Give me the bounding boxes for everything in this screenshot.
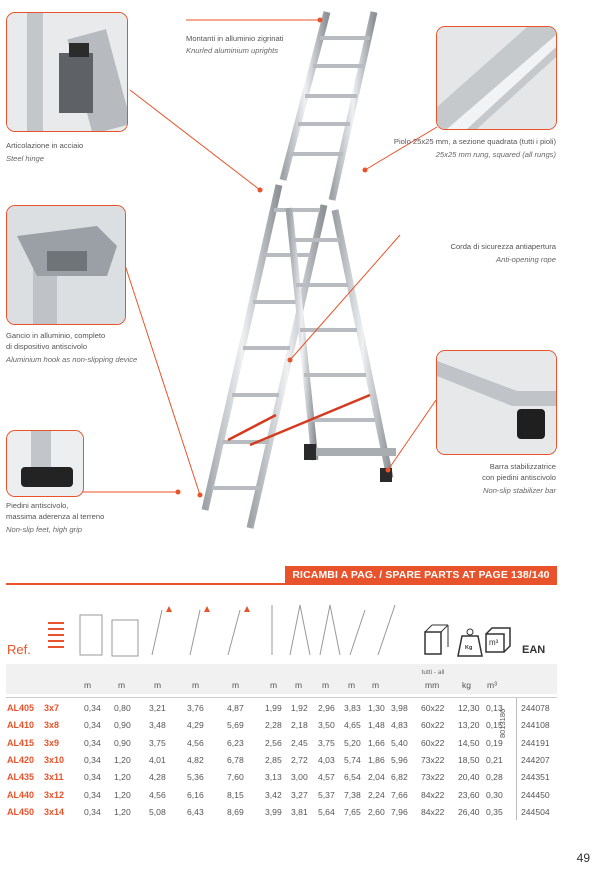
unit-cell: m	[232, 680, 240, 690]
rung-caption-it: Piolo 25x25 mm, a sezione quadrata (tutti i pioli)	[393, 137, 556, 146]
spec-value: 26,40	[458, 806, 480, 817]
spec-value: 18,50	[458, 754, 480, 765]
spec-value: 3,48	[149, 720, 166, 731]
spec-value: 4,82	[187, 754, 204, 765]
spec-value: 2,45	[291, 737, 308, 748]
ean-code: 244191	[521, 737, 550, 748]
stabilizer-caption-it-1: Barra stabilizzatrice	[489, 462, 556, 471]
rope-caption-en: Anti-opening rope	[496, 255, 556, 264]
spec-value: 0,34	[84, 703, 101, 713]
spec-value: 12,30	[458, 703, 480, 713]
feet-caption-it-2: massima aderenza al terreno	[6, 512, 105, 521]
spec-value: 4,57	[318, 772, 335, 783]
rung-configuration: 3x10	[44, 754, 65, 765]
spec-value: 3,50	[318, 720, 335, 731]
spec-value: 3,75	[318, 737, 335, 748]
product-code: AL450	[7, 806, 35, 817]
rung-configuration: 3x7	[44, 703, 60, 713]
feet-caption-it-1: Piedini antiscivolo,	[6, 501, 69, 510]
unit-cell: m³	[487, 680, 497, 690]
spec-value: 1,20	[114, 806, 131, 817]
spec-value: 0,34	[84, 737, 101, 748]
spec-value: 0,15	[486, 720, 503, 731]
spec-value: 0,30	[486, 789, 503, 800]
spec-value: 6,23	[227, 737, 244, 748]
hinge-caption-it: Articolazione in acciaio	[6, 141, 84, 150]
spec-value: 60x22	[421, 737, 445, 748]
product-code: AL435	[7, 772, 35, 783]
spec-value: 0,34	[84, 806, 101, 817]
spec-value: 13,20	[458, 720, 480, 731]
spec-value: 2,96	[318, 703, 335, 713]
spec-value: 1,86	[368, 754, 385, 765]
ean-code: 244207	[521, 754, 550, 765]
hinge-detail-image	[6, 12, 128, 132]
spec-value: 20,40	[458, 772, 480, 783]
spec-value: 3,83	[344, 703, 361, 713]
spec-value: 4,03	[318, 754, 335, 765]
product-code: AL405	[7, 703, 35, 713]
ladder-upper-section	[283, 12, 374, 200]
unit-cell: m	[192, 680, 200, 690]
spec-value: 4,29	[187, 720, 204, 731]
weight-icon-label: Kg	[465, 645, 473, 651]
uprights-caption-it: Montanti in alluminio zigrinati	[186, 34, 284, 43]
spec-value: 5,36	[187, 772, 204, 783]
rung-caption-en: 25x25 mm rung, squared (all rungs)	[435, 150, 556, 159]
spec-value: 73x22	[421, 754, 445, 765]
spec-value: 4,01	[149, 754, 166, 765]
ean-code: 244504	[521, 806, 550, 817]
spec-value: 3,75	[149, 737, 166, 748]
product-code: AL415	[7, 737, 35, 748]
spec-value: 7,38	[344, 789, 361, 800]
rope-caption-it: Corda di sicurezza antiapertura	[450, 242, 556, 251]
spec-value: 84x22	[421, 789, 445, 800]
rung-configuration: 3x8	[44, 720, 60, 731]
table-top-line	[6, 697, 557, 698]
spec-value: 6,16	[187, 789, 204, 800]
hook-caption-it-2: di dispositivo antiscivolo	[6, 342, 88, 351]
spec-value: 1,20	[114, 754, 131, 765]
ean-prefix-vertical: 8013186	[498, 708, 507, 738]
spec-value: 6,78	[227, 754, 244, 765]
spec-value: 7,60	[227, 772, 244, 783]
spec-value: 60x22	[421, 720, 445, 731]
hook-caption-it-1: Gancio in alluminio, completo	[6, 331, 106, 340]
feet-caption-en: Non-slip feet, high grip	[6, 525, 82, 534]
spec-value: 3,13	[265, 772, 282, 783]
stabilizer-caption-it-2: con piedini antiscivolo	[482, 473, 556, 482]
spec-value: 5,40	[391, 737, 408, 748]
rung-configuration: 3x11	[44, 772, 64, 783]
spec-value: 73x22	[421, 772, 445, 783]
spec-value: 8,15	[227, 789, 244, 800]
spec-value: 0,28	[486, 772, 503, 783]
spec-value: 1,48	[368, 720, 385, 731]
spec-value: 0,35	[486, 806, 503, 817]
spec-value: 5,69	[227, 720, 244, 731]
page-number: 49	[576, 851, 590, 865]
spec-value: 2,56	[265, 737, 282, 748]
spec-value: 1,92	[291, 703, 308, 713]
spec-value: 1,20	[114, 772, 131, 783]
ean-code: 244108	[521, 720, 550, 731]
spec-value: 60x22	[421, 703, 445, 713]
banner-rule	[6, 583, 557, 585]
spec-value: 6,43	[187, 806, 204, 817]
tutti-all-label: tutti - all	[421, 669, 445, 676]
uprights-caption-en: Knurled aluminium uprights	[186, 46, 279, 55]
spec-value: 7,66	[391, 789, 408, 800]
spec-value: 1,20	[114, 789, 131, 800]
spec-value: 6,82	[391, 772, 408, 783]
spec-value: 2,72	[291, 754, 308, 765]
spec-value: 5,37	[318, 789, 335, 800]
spec-value: 2,04	[368, 772, 385, 783]
spec-value: 1,30	[368, 703, 385, 713]
hook-caption-en: Aluminium hook as non-slipping device	[6, 355, 138, 364]
spec-value: 2,60	[368, 806, 385, 817]
spec-value: 2,28	[265, 720, 282, 731]
spec-value: 0,34	[84, 720, 101, 731]
unit-cell: mm	[425, 680, 440, 690]
rung-configuration: 3x14	[44, 806, 65, 817]
ean-header: EAN	[522, 644, 546, 656]
spec-value: 5,74	[344, 754, 361, 765]
spec-value: 1,99	[265, 703, 282, 713]
product-code: AL420	[7, 754, 35, 765]
spare-parts-banner: RICAMBI A PAG. / SPARE PARTS AT PAGE 138/140	[285, 566, 557, 584]
unit-cell: m	[372, 680, 380, 690]
spec-value: 4,56	[187, 737, 204, 748]
spec-value: 2,24	[368, 789, 385, 800]
spec-value: 0,19	[486, 737, 503, 748]
spec-value: 3,21	[149, 703, 166, 713]
spec-value: 3,99	[265, 806, 282, 817]
spec-value: 3,98	[391, 703, 408, 713]
spec-value: 5,96	[391, 754, 408, 765]
spec-value: 3,00	[291, 772, 308, 783]
spec-value: 0,90	[114, 737, 131, 748]
rung-configuration: 3x9	[44, 737, 60, 748]
spec-value: 3,42	[265, 789, 282, 800]
spec-value: 7,96	[391, 806, 408, 817]
spec-value: 23,60	[458, 789, 480, 800]
spec-value: 0,90	[114, 720, 131, 731]
ref-label: Ref.	[7, 642, 31, 657]
rung-configuration: 3x12	[44, 789, 65, 800]
spec-value: 5,64	[318, 806, 335, 817]
stabilizer-detail-image	[436, 350, 557, 455]
spec-value: 3,81	[291, 806, 308, 817]
spec-value: 6,54	[344, 772, 361, 783]
spec-value: 4,65	[344, 720, 361, 731]
spec-value: 0,34	[84, 789, 101, 800]
unit-cell: m	[348, 680, 356, 690]
unit-cell: m	[118, 680, 126, 690]
hinge-caption-en: Steel hinge	[6, 154, 44, 163]
ean-code: 244351	[521, 772, 550, 783]
spec-value: 8,69	[227, 806, 244, 817]
feet-detail-image	[6, 430, 84, 497]
spec-value: 0,34	[84, 772, 101, 783]
unit-cell: m	[154, 680, 162, 690]
spec-value: 5,20	[344, 737, 361, 748]
spec-value: 0,80	[114, 703, 131, 713]
hook-detail-image	[6, 205, 126, 325]
spec-value: 4,83	[391, 720, 408, 731]
spec-value: 2,85	[265, 754, 282, 765]
ean-divider	[516, 698, 517, 820]
product-code: AL440	[7, 789, 35, 800]
spec-value: 7,65	[344, 806, 361, 817]
spec-value: 3,27	[291, 789, 308, 800]
rung-detail-image	[436, 26, 557, 130]
spec-value: 5,08	[149, 806, 166, 817]
unit-cell: m	[84, 680, 92, 690]
spec-value: 3,76	[187, 703, 204, 713]
unit-cell: m	[270, 680, 278, 690]
spec-value: 14,50	[458, 737, 480, 748]
stabilizer-bar	[306, 448, 396, 456]
spec-value: 1,66	[368, 737, 385, 748]
product-code: AL410	[7, 720, 35, 731]
spec-value: 84x22	[421, 806, 445, 817]
spec-value: 0,34	[84, 754, 101, 765]
unit-cell: kg	[462, 680, 471, 690]
unit-cell: m	[295, 680, 303, 690]
spec-value: 4,87	[227, 703, 244, 713]
ean-code: 244450	[521, 789, 550, 800]
ean-code: 244078	[521, 703, 550, 713]
stabilizer-caption-en: Non-slip stabilizer bar	[482, 486, 556, 495]
unit-cell: m	[322, 680, 330, 690]
spec-value: 0,21	[486, 754, 503, 765]
spec-value: 4,28	[149, 772, 166, 783]
volume-icon-label: m³	[489, 638, 499, 647]
spec-value: 4,56	[149, 789, 166, 800]
spec-value: 2,18	[291, 720, 308, 731]
spec-value: 0,13	[486, 703, 503, 713]
